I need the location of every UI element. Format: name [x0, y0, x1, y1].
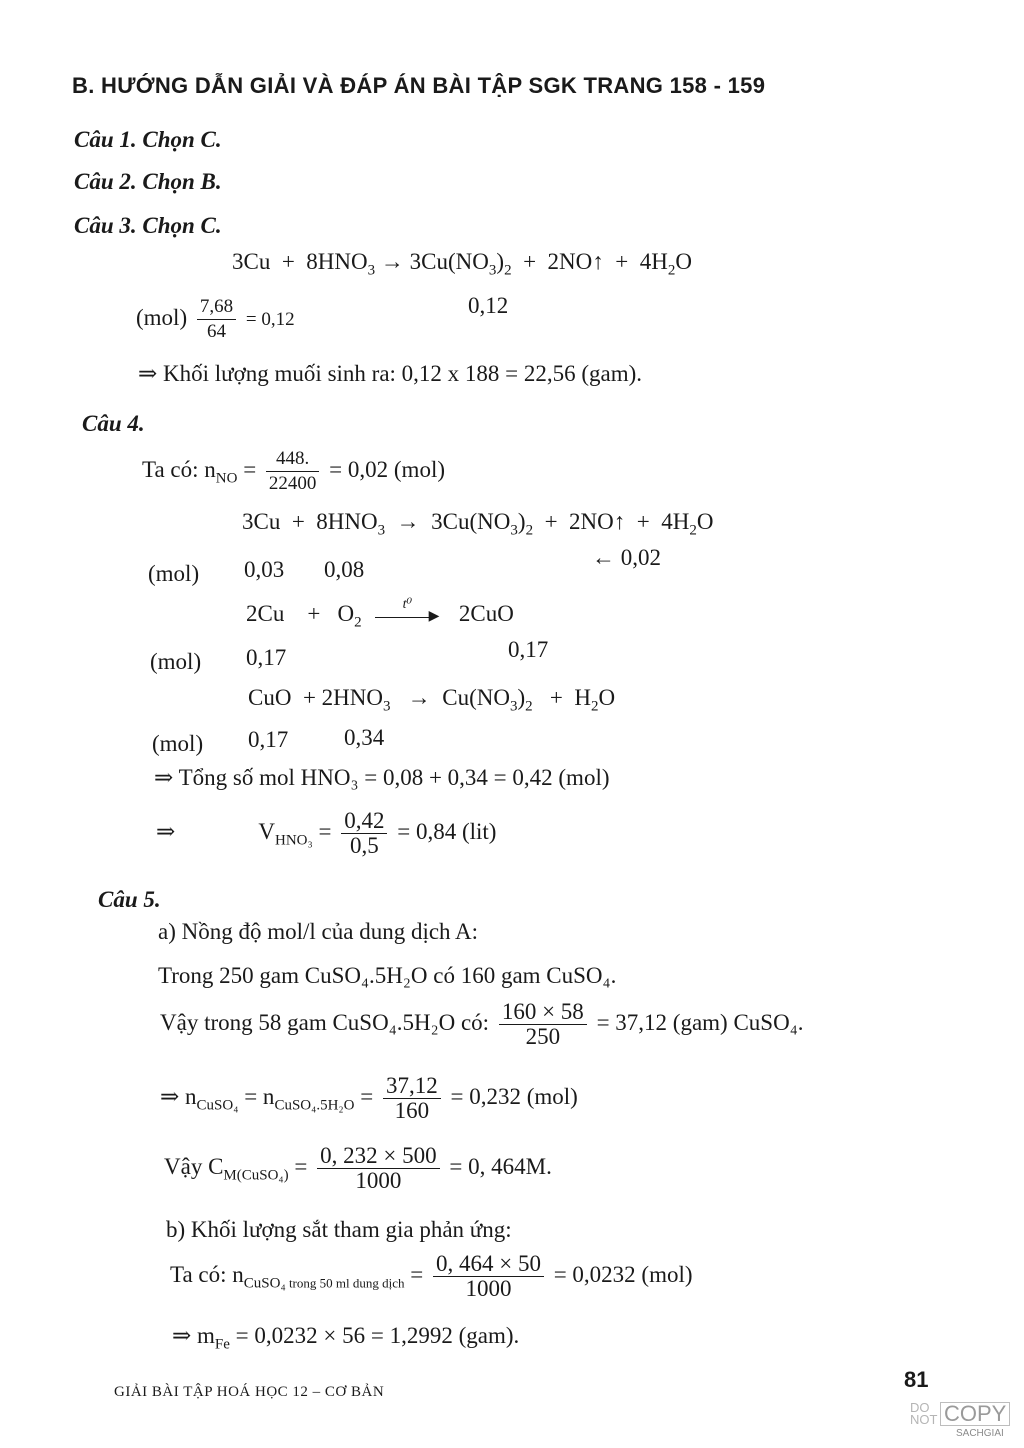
- q3-value: 0,12: [468, 293, 509, 318]
- q5-part-b: b) Khối lượng sắt tham gia phản ứng:: [166, 1217, 512, 1242]
- mol-label: (mol): [136, 305, 188, 330]
- question-1: Câu 1. Chọn C.: [74, 127, 222, 152]
- q3-result: ⇒ Khối lượng muối sinh ra: 0,12 x 188 = 22,56 (gam).: [138, 361, 643, 386]
- watermark-logo: DO NOT COPY SACHGIAI: [910, 1402, 1016, 1444]
- book-title-footer: GIẢI BÀI TẬP HOÁ HỌC 12 – CƠ BẢN: [114, 1384, 385, 1400]
- q5-mass-fraction: $\frac{160 \times 58}{250}$: [499, 1000, 587, 1049]
- q3-mol-row: (mol) $\frac{7,68}{64}$ = 0,12: [136, 296, 295, 343]
- question-3-title: Câu 3. Chọn C.: [74, 213, 222, 238]
- q5-concentration: Vậy $C_{M(CuSO_4)}$ = $\frac{0, 232 \times 500}{1000}$ = 0, 464M.: [164, 1143, 552, 1194]
- question-5-title: Câu 5.: [98, 887, 161, 912]
- q4-r3-b: 0,34: [344, 725, 385, 750]
- q5-moles-fraction: $\frac{37,12}{160}$: [383, 1074, 441, 1123]
- q4-volume: ⇒ $V_{HNO_3}$ = $\frac{0,42}{0,5}$ = 0,84 (lit): [156, 808, 497, 859]
- q4-sum: ⇒ Tổng số mol HNO₃ = 0,08 + 0,34 = 0,42 (mol): [154, 765, 610, 790]
- q4-volume-fraction: $\frac{0,42}{0,5}$: [341, 809, 387, 858]
- q4-ta-co: Ta có: $n_{NO}$ = $\frac{448.}{22400}$ = 0,02 (mol): [142, 448, 445, 495]
- q5-moles: ⇒ $n_{CuSO_4} = n_{CuSO_4.5H_2O}$ = $\frac{37,12}{160}$ = 0,232 (mol): [160, 1073, 578, 1124]
- q4-mol-label-1: (mol): [148, 561, 200, 586]
- heat-arrow: t⁰ ▶: [375, 605, 439, 627]
- section-heading: B. HƯỚNG DẪN GIẢI VÀ ĐÁP ÁN BÀI TẬP SGK TRANG 158 - 159: [72, 73, 766, 98]
- q4-r1-a: 0,03: [244, 557, 285, 582]
- question-2: Câu 2. Chọn B.: [74, 169, 222, 194]
- q4-r3-a: 0,17: [248, 727, 289, 752]
- question-4-title: Câu 4.: [82, 411, 145, 436]
- q5-concentration-fraction: $\frac{0, 232 \times 500}{1000}$: [317, 1144, 439, 1193]
- q5-line-1: Trong 250 gam CuSO₄.5H₂O có 160 gam CuSO₄.: [158, 963, 617, 988]
- q3-equation: $3Cu + 8HNO_3 \to 3Cu(NO_3)_2$ + 2NO↑ + $4H_2O$: [232, 249, 692, 279]
- q5-b-fraction: $\frac{0, 464 \times 50}{1000}$: [433, 1252, 544, 1301]
- q4-r1-c: ← 0,02: [592, 545, 661, 570]
- q5-part-a: a) Nồng độ mol/l của dung dịch A:: [158, 919, 479, 944]
- q5-b-moles: Ta có: $n_{CuSO_4}$ $_{trong 50 ml dung dịch}$ = $\frac{0, 464 \times 50}{1000}$ = 0,0232 (mol): [170, 1251, 693, 1302]
- q4-r2-a: 0,17: [246, 645, 287, 670]
- q4-equation-1: $3Cu + 8HNO_3 \to 3Cu(NO_3)_2$ + 2NO↑ + $4H_2O$: [242, 509, 714, 539]
- q4-r2-b: 0,17: [508, 637, 549, 662]
- q4-equation-2: 2Cu + $O_2$ t⁰ ▶ 2CuO: [246, 596, 514, 631]
- q5-iron-mass: ⇒ $m_{Fe} = 0,0232 \times 56 = 1,2992$ (gam).: [172, 1323, 520, 1353]
- page-number: 81: [904, 1367, 929, 1392]
- q4-mol-label-2: (mol): [150, 649, 202, 674]
- q4-equation-3: CuO + $2HNO_3 \to Cu(NO_3)_2 + H_2O$: [248, 685, 616, 715]
- q4-mol-label-3: (mol): [152, 731, 204, 756]
- q4-r1-b: 0,08: [324, 557, 365, 582]
- q3-fraction: $\frac{7,68}{64}$: [197, 295, 236, 344]
- q5-line-2: Vậy trong 58 gam CuSO₄.5H₂O có: $\frac{160 \times 58}{250}$ = 37,12 (gam) CuSO₄.: [160, 999, 804, 1050]
- q4-fraction: $\frac{448.}{22400}$: [266, 447, 320, 496]
